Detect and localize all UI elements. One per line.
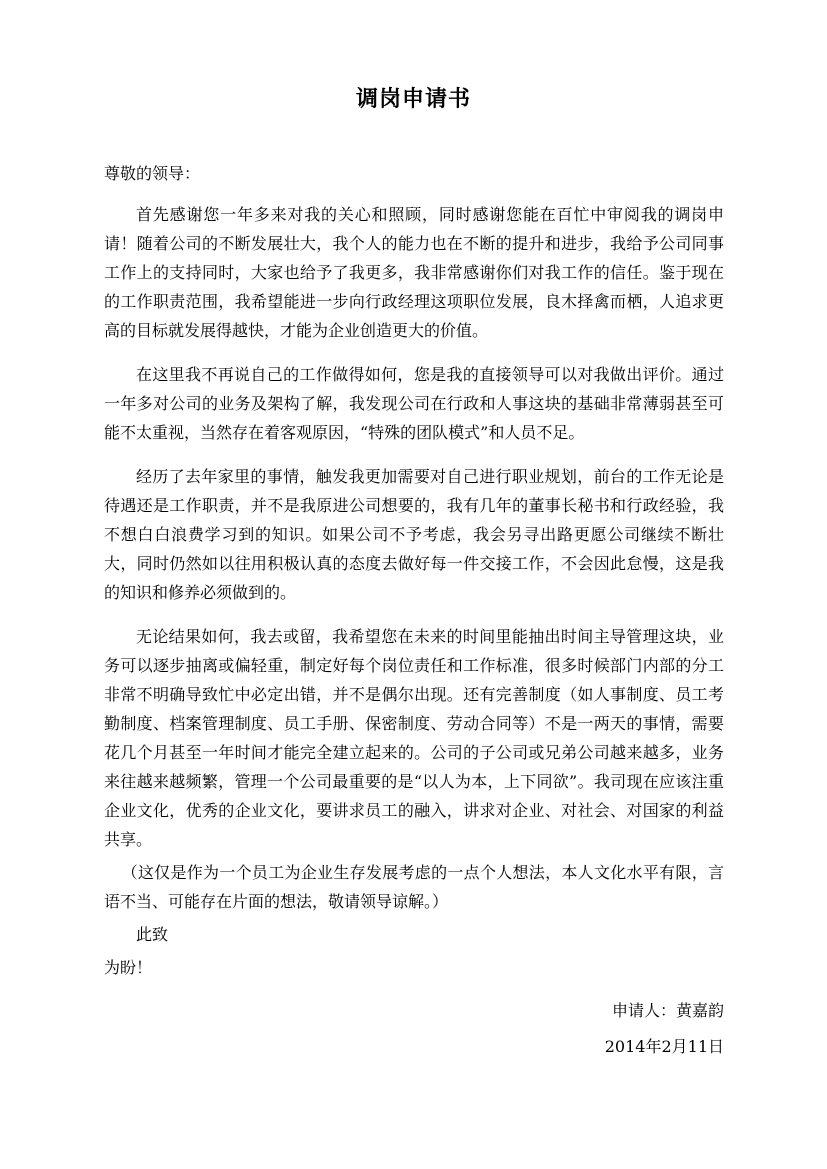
note-paragraph: （这仅是作为一个员工为企业生存发展考虑的一点个人想法，本人文化水平有限，言语不当、可能存在片面的想法，敬请领导谅解。） (104, 863, 724, 911)
salutation: 尊敬的领导： (104, 164, 201, 183)
document-title: 调岗申请书 (355, 87, 471, 112)
signature: 申请人：黄嘉韵 (611, 1001, 724, 1020)
closing-line-1: 此致 (136, 925, 169, 944)
paragraph-2: 在这里我不再说自己的工作做得如何，您是我的直接领导可以对我做出评价。通过一年多对公司的业务及架构了解，我发现公司在行政和人事这块的基础非常薄弱甚至可能不太重视，当然存在着客观原因，“特殊的团队模式”和人员不足。 (104, 365, 724, 442)
paragraph-3: 经历了去年家里的事情，触发我更加需要对自己进行职业规划，前台的工作无论是待遇还是工作职责，并不是我原进公司想要的，我有几年的董事长秘书和行政经验，我不想白白浪费学习到的知识。如果公司不予考虑，我会另寻出路更愿公司继续不断壮大，同时仍然如以往用积极认真的态度去做好每一件交接工作，不会因此怠慢，这是我的知识和修养必须做到的。 (104, 467, 724, 602)
paragraph-4: 无论结果如何，我去或留，我希望您在未来的时间里能抽出时间主导管理这块，业务可以逐步抽离或偏轻重，制定好每个岗位责任和工作标准，很多时候部门内部的分工非常不明确导致忙中必定出错，并不是偶尔出现。还有完善制度（如人事制度、员工考勤制度、档案管理制度、员工手册、保密制度、劳动合同等）不是一两天的事情，需要花几个月甚至一年时间才能完全建立起来的。公司的子公司或兄弟公司越来越多，业务来往越来越频繁，管理一个公司最重要的是“以人为本，上下同欲”。我司现在应该注重企业文化，优秀的企业文化，要讲求员工的融入，讲求对企业、对社会、对国家的利益共享。 (104, 627, 724, 849)
closing-line-2: 为盼！ (104, 958, 153, 977)
date: 2014年2月11日 (604, 1037, 724, 1056)
paragraph-1: 首先感谢您一年多来对我的关心和照顾，同时感谢您能在百忙中审阅我的调岗申请！随着公司的不断发展壮大，我个人的能力也在不断的提升和进步，我给予公司同事工作上的支持同时，大家也给予了我更多，我非常感谢你们对我工作的信任。鉴于现在的工作职责范围，我希望能进一步向行政经理这项职位发展，良木择禽而栖，人追求更高的目标就发展得越快，才能为企业创造更大的价值。 (104, 205, 724, 340)
letter-body (104, 200, 724, 1065)
